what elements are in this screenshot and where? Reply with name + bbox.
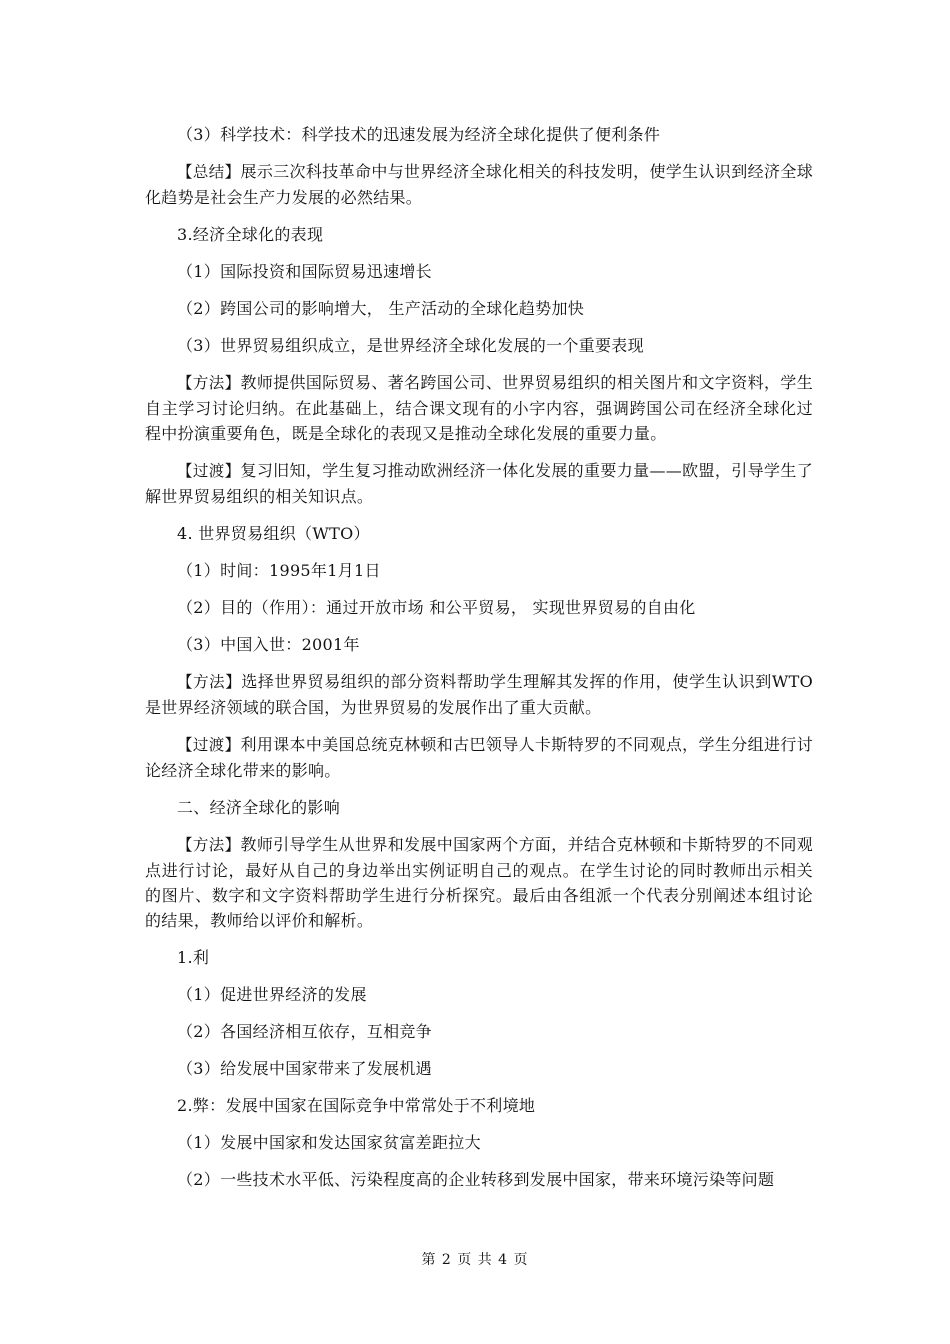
paragraph-tag: 【总结】 xyxy=(177,163,241,181)
paragraph xyxy=(145,1167,813,1192)
paragraph-text: 教师引导学生从世界和发展中国家两个方面，并结合克林顿和卡斯特罗的不同观点进行讨论，最好从自己的身边举出实例证明自己的观点。在学生讨论的同时教师出示相关的图片、数字和文字资料帮助学生进行分析探究。最后由各组派一个代表分别阐述本组讨论的结果，教师给以评价和解析。 xyxy=(145,835,813,930)
paragraph xyxy=(145,632,813,657)
paragraph xyxy=(145,558,813,583)
paragraph xyxy=(145,333,813,358)
page-footer xyxy=(0,1249,950,1269)
paragraph xyxy=(145,1056,813,1081)
paragraph-tag: 【过渡】 xyxy=(177,462,241,480)
paragraph-tag: 【方法】 xyxy=(177,836,241,854)
paragraph-text: （3）世界贸易组织成立，是世界经济全球化发展的一个重要表现 xyxy=(177,336,644,355)
paragraph-text: 复习旧知，学生复习推动欧洲经济一体化发展的重要力量——欧盟，引导学生了解世界贸易组织的相关知识点。 xyxy=(145,461,813,506)
paragraph-text: 1.利 xyxy=(177,948,210,967)
paragraph xyxy=(145,1019,813,1044)
paragraph-text: （2）各国经济相互依存，互相竞争 xyxy=(177,1022,432,1041)
paragraph xyxy=(145,732,813,783)
paragraph-text: （3）中国入世：2001年 xyxy=(177,635,360,654)
paragraph xyxy=(145,458,813,509)
paragraph-text: （2）跨国公司的影响增大， 生产活动的全球化趋势加快 xyxy=(177,299,585,318)
paragraph-text: 选择世界贸易组织的部分资料帮助学生理解其发挥的作用，使学生认识到WTO是世界经济领域的联合国，为世界贸易的发展作出了重大贡献。 xyxy=(145,672,813,717)
paragraph-text: （1）时间：1995年1月1日 xyxy=(177,561,381,580)
paragraph-text: 利用课本中美国总统克林顿和古巴领导人卡斯特罗的不同观点，学生分组进行讨论经济全球化带来的影响。 xyxy=(145,735,813,780)
paragraph-tag: 【方法】 xyxy=(177,374,241,392)
section-heading xyxy=(145,795,813,820)
paragraph xyxy=(145,982,813,1007)
paragraph xyxy=(145,1130,813,1155)
paragraph xyxy=(145,259,813,284)
paragraph xyxy=(145,595,813,620)
paragraph-text: 2.弊：发展中国家在国际竞争中常常处于不利境地 xyxy=(177,1096,536,1115)
paragraph-text: （1）国际投资和国际贸易迅速增长 xyxy=(177,262,432,281)
section-heading xyxy=(145,521,813,546)
section-heading xyxy=(145,222,813,247)
paragraph-text: 教师提供国际贸易、著名跨国公司、世界贸易组织的相关图片和文字资料，学生自主学习讨论归纳。在此基础上，结合课文现有的小字内容，强调跨国公司在经济全球化过程中扮演重要角色，既是全球化的表现又是推动全球化发展的重要力量。 xyxy=(145,373,813,443)
section-heading xyxy=(145,945,813,970)
paragraph xyxy=(145,370,813,446)
paragraph xyxy=(145,669,813,720)
section-heading xyxy=(145,1093,813,1118)
paragraph xyxy=(145,122,813,147)
paragraph-text: （2）目的（作用）：通过开放市场 和公平贸易， 实现世界贸易的自由化 xyxy=(177,598,696,617)
paragraph xyxy=(145,832,813,933)
document-body xyxy=(145,122,813,1192)
paragraph xyxy=(145,296,813,321)
paragraph-text: （3）科学技术：科学技术的迅速发展为经济全球化提供了便利条件 xyxy=(177,125,661,144)
paragraph-tag: 【方法】 xyxy=(177,673,242,691)
paragraph-text: （1）发展中国家和发达国家贫富差距拉大 xyxy=(177,1133,481,1152)
paragraph-text: 展示三次科技革命中与世界经济全球化相关的科技发明，使学生认识到经济全球化趋势是社会生产力发展的必然结果。 xyxy=(145,162,813,207)
paragraph-text: 3.经济全球化的表现 xyxy=(177,225,324,244)
paragraph-tag: 【过渡】 xyxy=(177,736,241,754)
paragraph-text: 4. 世界贸易组织（WTO） xyxy=(177,524,370,543)
paragraph-text: （1）促进世界经济的发展 xyxy=(177,985,367,1004)
paragraph-text: （2）一些技术水平低、污染程度高的企业转移到发展中国家，带来环境污染等问题 xyxy=(177,1170,775,1189)
paragraph-text: （3）给发展中国家带来了发展机遇 xyxy=(177,1059,432,1078)
paragraph-text: 二、经济全球化的影响 xyxy=(177,798,341,817)
paragraph xyxy=(145,159,813,210)
page-number: 第 2 页 共 4 页 xyxy=(421,1252,529,1268)
